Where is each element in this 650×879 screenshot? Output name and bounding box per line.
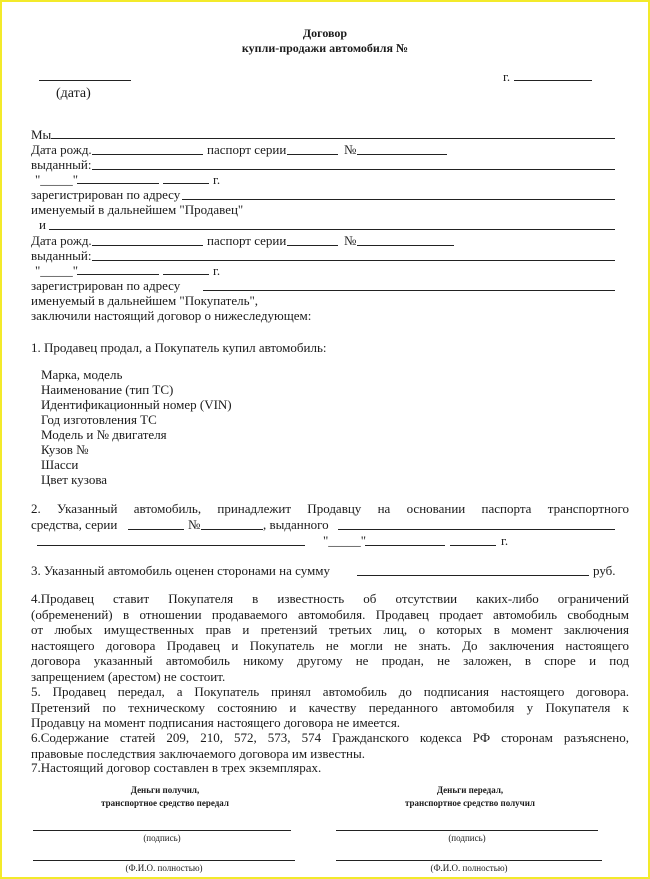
pts-issued-label: , выданного — [263, 517, 329, 532]
seller-passport-label: паспорт серии — [207, 142, 287, 157]
section6-paragraph — [31, 730, 629, 761]
pts-number-field[interactable] — [201, 529, 263, 530]
price-field[interactable] — [357, 575, 589, 576]
seller-signature-label: (подпись) — [143, 833, 181, 843]
buyer-issue-day: "_____" — [35, 263, 79, 278]
vehicle-field-make: Марка, модель — [41, 367, 123, 382]
section4-line: договора указанный автомобиль никому другому не продан, не заложен, в споре и под — [31, 653, 629, 668]
section4-line: настоящего договора Продавец и Покупатель не могли не знать. До заключения настоящего — [31, 637, 629, 653]
buyer-issue-month-field[interactable] — [77, 274, 159, 275]
section6-line: 6.Содержание статей 209, 210, 572, 573, 574 Гражданского кодекса РФ сторонам разъяснено, — [31, 730, 629, 745]
seller-issued-field[interactable] — [92, 169, 615, 170]
buyer-passport-label: паспорт серии — [207, 233, 287, 248]
seller-issued-label: выданный: — [31, 157, 92, 172]
buyer-passport-series-field[interactable] — [287, 245, 338, 246]
document-subtitle: купли-продажи автомобиля № — [241, 41, 409, 55]
section2-line1 — [31, 501, 629, 517]
section5-line: Претензий по техническому состоянию и качеству переданного автомобиля у Покупателя к — [31, 699, 629, 715]
we-label: Мы — [31, 127, 52, 142]
buyer-passport-number-field[interactable] — [357, 245, 454, 246]
buyer-number-sign: № — [344, 233, 357, 248]
buyer-registered-label: зарегистрирован по адресу — [31, 278, 181, 293]
seller-passport-series-field[interactable] — [287, 154, 338, 155]
seller-heading-line2: транспортное средство передал — [101, 798, 229, 808]
section1-heading: 1. Продавец продал, а Покупатель купил автомобиль: — [31, 340, 327, 355]
vehicle-field-year: Год изготовления ТС — [41, 412, 157, 427]
section3-text: 3. Указанный автомобиль оценен сторонами на сумму — [31, 563, 330, 578]
section2-series-label: средства, серии — [31, 517, 118, 532]
pts-issue-month-field[interactable] — [365, 545, 445, 546]
and-label: и — [39, 217, 46, 232]
buyer-issued-label: выданный: — [31, 248, 92, 263]
buyer-birth-label: Дата рожд. — [31, 233, 92, 248]
city-field[interactable] — [514, 80, 592, 81]
vehicle-field-color: Цвет кузова — [41, 472, 108, 487]
section5-line: 5. Продавец передал, а Покупатель принял автомобиль до подписания настоящего договора. — [31, 684, 629, 699]
buyer-name-field[interactable] — [49, 229, 615, 230]
buyer-fullname-label: (Ф.И.О. полностью) — [430, 863, 508, 873]
document-title: Договор — [302, 26, 348, 40]
date-field[interactable] — [39, 80, 131, 81]
pts-issue-day: "_____" — [323, 533, 367, 548]
section4-paragraph — [31, 591, 629, 684]
seller-fullname-line[interactable] — [33, 860, 295, 861]
vehicle-field-body: Кузов № — [41, 442, 89, 457]
concluded-text: заключили настоящий договор о нижеследующем: — [31, 308, 312, 323]
seller-number-sign: № — [344, 142, 357, 157]
seller-registered-label: зарегистрирован по адресу — [31, 187, 181, 202]
buyer-heading-line2: транспортное средство получил — [405, 798, 535, 808]
vehicle-field-chassis: Шасси — [41, 457, 79, 472]
buyer-signature-heading — [365, 784, 575, 810]
section5-line: Продавцу на момент подписания настоящего договора не имеется. — [31, 715, 401, 730]
pts-series-field[interactable] — [128, 529, 184, 530]
date-label: (дата) — [56, 86, 91, 101]
buyer-address-field[interactable] — [203, 290, 615, 291]
buyer-year-suffix: г. — [213, 263, 221, 278]
pts-year-suffix: г. — [501, 533, 509, 548]
pts-number-sign: № — [188, 517, 201, 532]
vehicle-field-vin: Идентификационный номер (VIN) — [41, 397, 232, 412]
section2-text: 2. Указанный автомобиль, принадлежит Продавцу на основании паспорта транспортного — [31, 501, 629, 516]
vehicle-field-engine: Модель и № двигателя — [41, 427, 167, 442]
seller-passport-number-field[interactable] — [357, 154, 447, 155]
buyer-signature-line[interactable] — [336, 830, 598, 831]
section6-line: правовые последствия заключаемого договора им известны. — [31, 745, 365, 761]
section4-line: 4.Продавец ставит Покупателя в известность об отсутствии каких-либо ограничений — [31, 591, 629, 606]
pts-issued-field[interactable] — [338, 529, 615, 530]
buyer-issued-field[interactable] — [92, 260, 615, 261]
section7-text: 7.Настоящий договор составлен в трех экземплярах. — [31, 760, 322, 775]
vehicle-field-type: Наименование (тип ТС) — [41, 382, 174, 397]
pts-issue-year-field[interactable] — [450, 545, 496, 546]
seller-birth-label: Дата рожд. — [31, 142, 92, 157]
buyer-fullname-line[interactable] — [336, 860, 602, 861]
seller-signature-line[interactable] — [33, 830, 291, 831]
section5-paragraph — [31, 684, 629, 731]
seller-birth-field[interactable] — [92, 154, 203, 155]
buyer-heading-line1: Деньги передал, — [436, 785, 504, 795]
currency-label: руб. — [593, 563, 616, 578]
seller-year-suffix: г. — [213, 172, 221, 187]
seller-name-field[interactable] — [51, 138, 615, 139]
buyer-named-text: именуемый в дальнейшем "Покупатель", — [31, 293, 259, 308]
seller-named-text: именуемый в дальнейшем "Продавец" — [31, 202, 244, 217]
city-prefix: г. — [503, 69, 511, 84]
section4-line: от любых имущественных прав и претензий третьих лиц, о которых в момент заключения — [31, 622, 629, 637]
section4-line: запрещением (арестом) не состоит. — [31, 668, 226, 684]
buyer-birth-field[interactable] — [92, 245, 203, 246]
seller-issue-day: "_____" — [35, 172, 79, 187]
pts-issued-field-cont[interactable] — [37, 545, 305, 546]
seller-fullname-label: (Ф.И.О. полностью) — [125, 863, 203, 873]
seller-issue-month-field[interactable] — [77, 183, 159, 184]
buyer-signature-label: (подпись) — [448, 833, 486, 843]
section4-line: (обременений) в отношении продаваемого автомобиля. Продавец продает автомобиль свободным — [31, 606, 629, 622]
seller-issue-year-field[interactable] — [163, 183, 209, 184]
seller-signature-heading — [60, 784, 270, 810]
seller-address-field[interactable] — [182, 199, 615, 200]
seller-heading-line1: Деньги получил, — [130, 785, 200, 795]
buyer-issue-year-field[interactable] — [163, 274, 209, 275]
